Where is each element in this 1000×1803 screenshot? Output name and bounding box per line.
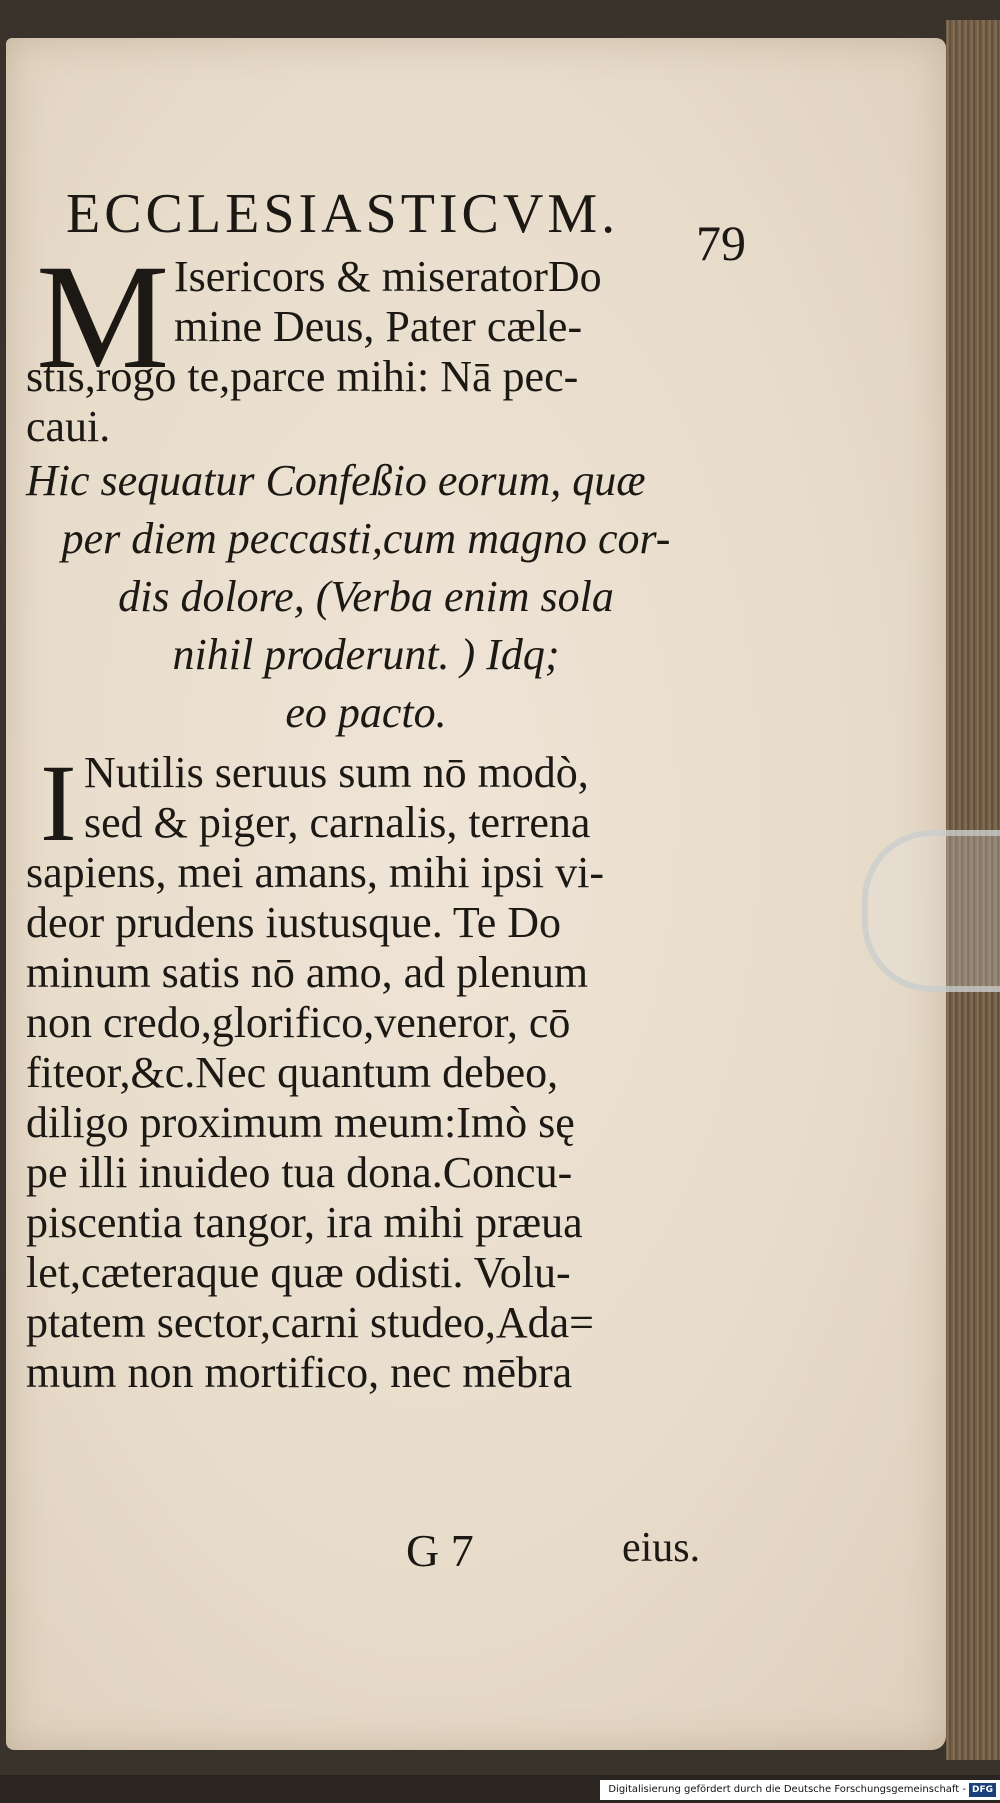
text-line: stis,rogo te,parce mihi: Nā pec- (26, 352, 579, 401)
digitization-credit (600, 1780, 1000, 1800)
text-line: Nutilis seruus sum nō modò, (84, 748, 589, 797)
catchword: eius. (622, 1525, 701, 1571)
text-line: ptatem sector,carni studeo,Ada= (26, 1298, 594, 1347)
text-line: fiteor,&c.Nec quantum debeo, (26, 1048, 559, 1097)
text-line: piscentia tangor, ira mihi præua (26, 1198, 583, 1247)
rubric-line: dis dolore, (Verba enim sola (118, 572, 614, 621)
text-line: deor prudens iustusque. Te Do (26, 898, 562, 947)
text-line: mum non mortifico, nec mēbra (26, 1348, 573, 1397)
rubric-line: nihil proderunt. ) Idq; (172, 630, 560, 679)
text-line: sapiens, mei amans, mihi ipsi vi- (26, 848, 605, 897)
rubric-line: Hic sequatur Confeßio eorum, quæ (26, 456, 646, 505)
text-line: pe illi inuideo tua dona.Concu- (26, 1148, 573, 1197)
dfg-logo: DFG (969, 1783, 996, 1797)
drop-capital: M (36, 234, 170, 400)
page-clip (862, 830, 1000, 992)
text-line: Isericors & miseratorDo (174, 252, 602, 301)
credit-text: Digitalisierung gefördert durch die Deutsche Forschungsgemeinschaft - (608, 1784, 966, 1795)
text-line: non credo,glorifico,veneror, cō (26, 998, 571, 1047)
text-line: diligo proximum meum:Imò sę (26, 1098, 575, 1147)
rubric-line: per diem peccasti,cum magno cor- (61, 514, 671, 563)
drop-capital: I (40, 742, 77, 864)
signature-mark: G 7 (406, 1525, 474, 1576)
paragraph-2 (26, 742, 706, 1398)
text-line: caui. (26, 402, 111, 451)
rubric (26, 452, 706, 742)
text-line: sed & piger, carnalis, terrena (84, 798, 591, 847)
paragraph-1 (26, 234, 706, 452)
folio-number: 79 (696, 215, 746, 271)
rubric-line: eo pacto. (285, 688, 447, 737)
text-line: minum satis nō amo, ad plenum (26, 948, 589, 997)
running-title: ECCLESIASTICVM. (66, 183, 620, 245)
text-line: let,cæteraque quæ odisti. Volu- (26, 1248, 571, 1297)
page-footer (26, 1524, 706, 1584)
text-block (26, 234, 706, 1398)
text-line: mine Deus, Pater cæle- (174, 302, 583, 351)
